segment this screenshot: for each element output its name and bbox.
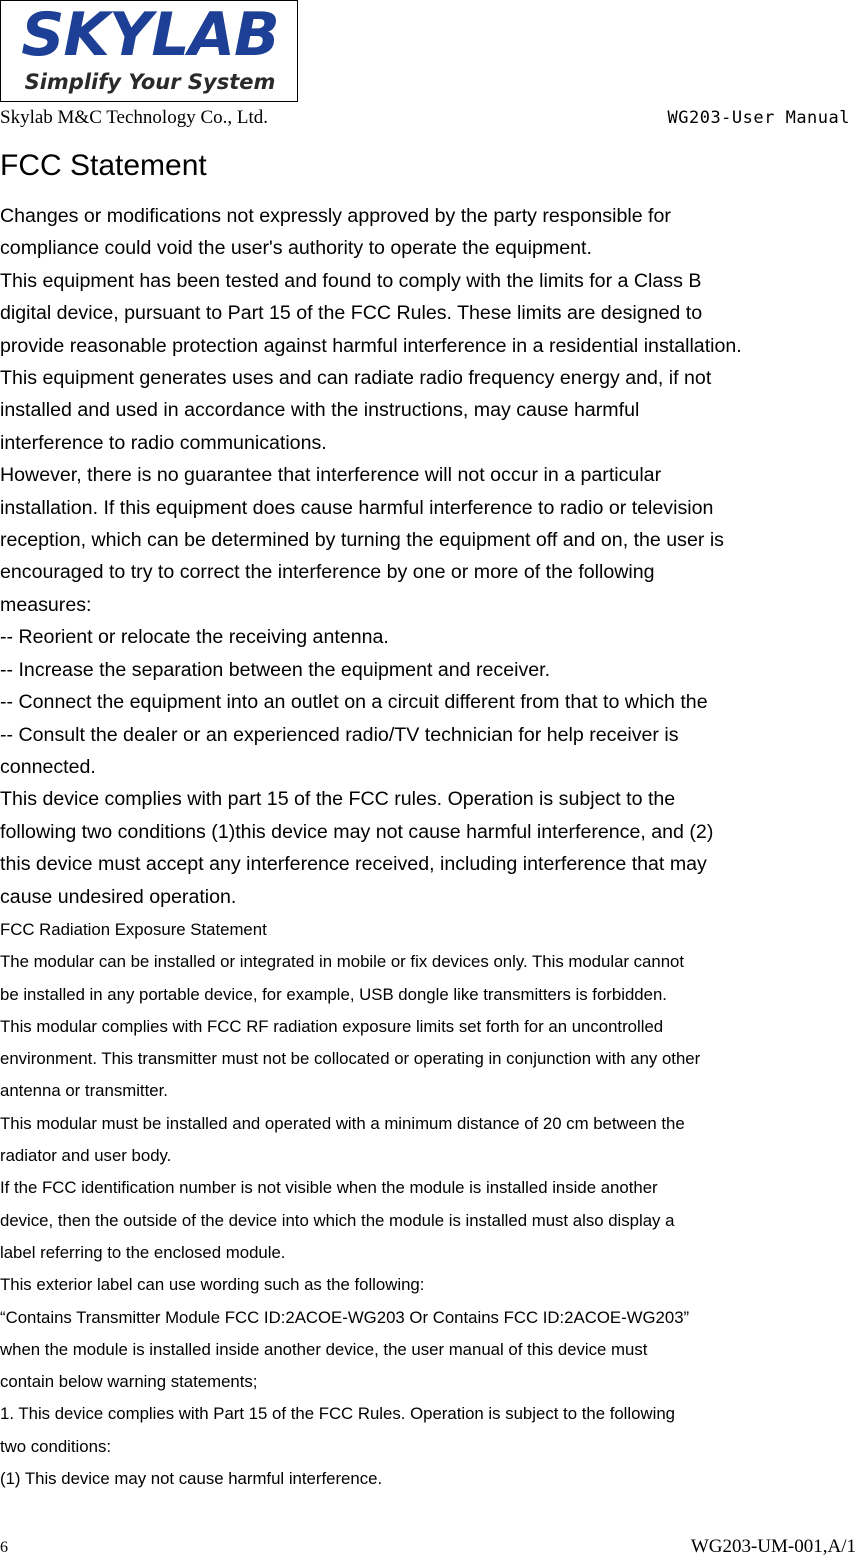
radiation-line: label referring to the enclosed module. [0, 1242, 286, 1262]
radiation-line: be installed in any portable device, for example, USB dongle like transmitters is forbidden. [0, 984, 667, 1004]
radiation-line: 1. This device complies with Part 15 of the FCC Rules. Operation is subject to the following [0, 1404, 675, 1424]
body-line: cause undesired operation. [0, 885, 237, 908]
body-line: -- Reorient or relocate the receiving antenna. [0, 626, 389, 649]
fcc-statement-body [0, 200, 864, 913]
body-line: connected. [0, 755, 96, 778]
body-line: installed and used in accordance with the instructions, may cause harmful [0, 399, 640, 422]
radiation-line: when the module is installed inside another device, the user manual of this device must [0, 1339, 648, 1359]
body-line: This equipment generates uses and can radiate radio frequency energy and, if not [0, 367, 712, 390]
radiation-line: This exterior label can use wording such as the following: [0, 1275, 425, 1295]
body-line: this device must accept any interference received, including interference that may [0, 853, 707, 876]
radiation-line: two conditions: [0, 1436, 112, 1456]
radiation-line: environment. This transmitter must not be collocated or operating in conjunction with any other [0, 1049, 701, 1069]
body-line: provide reasonable protection against harmful interference in a residential installation. [0, 334, 742, 357]
logo-tagline: Simplify Your System [24, 70, 276, 94]
radiation-line: “Contains Transmitter Module FCC ID:2ACOE-WG203 Or Contains FCC ID:2ACOE-WG203” [0, 1307, 690, 1327]
radiation-line: device, then the outside of the device into which the module is installed must also display a [0, 1210, 675, 1230]
radiation-exposure-section [0, 914, 864, 1495]
radiation-line: The modular can be installed or integrated in mobile or fix devices only. This modular cannot [0, 952, 685, 972]
radiation-heading: FCC Radiation Exposure Statement [0, 920, 267, 939]
body-line: -- Connect the equipment into an outlet on a circuit different from that to which the [0, 691, 708, 714]
radiation-line: antenna or transmitter. [0, 1081, 168, 1101]
document-code: WG203-UM-001,A/1 [690, 1536, 856, 1557]
body-line: installation. If this equipment does cause harmful interference to radio or television [0, 496, 714, 519]
radiation-line: This modular must be installed and operated with a minimum distance of 20 cm between the [0, 1113, 685, 1133]
radiation-line: contain below warning statements; [0, 1372, 258, 1392]
page-title: FCC Statement [0, 149, 207, 182]
radiation-line: This modular complies with FCC RF radiation exposure limits set forth for an uncontrolled [0, 1016, 664, 1036]
body-line: following two conditions (1)this device may not cause harmful interference, and (2) [0, 820, 714, 843]
radiation-line: (1) This device may not cause harmful interference. [0, 1469, 383, 1489]
body-line: However, there is no guarantee that interference will not occur in a particular [0, 464, 662, 487]
body-line: Changes or modifications not expressly approved by the party responsible for [0, 205, 671, 227]
body-line: digital device, pursuant to Part 15 of the FCC Rules. These limits are designed to [0, 302, 703, 325]
body-line: -- Increase the separation between the equipment and receiver. [0, 658, 551, 681]
body-line: interference to radio communications. [0, 431, 327, 454]
body-line: This equipment has been tested and found to comply with the limits for a Class B [0, 269, 702, 292]
radiation-line: radiator and user body. [0, 1146, 172, 1166]
radiation-line: If the FCC identification number is not visible when the module is installed inside another [0, 1178, 658, 1198]
body-line: encouraged to try to correct the interference by one or more of the following [0, 561, 655, 584]
logo-brand-text: SKYLAB [21, 0, 279, 70]
body-line: reception, which can be determined by turning the equipment off and on, the user is [0, 529, 724, 552]
company-name: Skylab M&C Technology Co., Ltd. [0, 107, 269, 128]
body-line: measures: [0, 593, 92, 616]
company-logo [0, 0, 298, 102]
page-number: 6 [0, 1539, 8, 1556]
body-line: compliance could void the user's authority to operate the equipment. [0, 237, 592, 260]
body-line: -- Consult the dealer or an experienced radio/TV technician for help receiver is [0, 723, 679, 746]
body-line: This device complies with part 15 of the FCC rules. Operation is subject to the [0, 788, 676, 811]
manual-title: WG203-User Manual [667, 108, 850, 128]
